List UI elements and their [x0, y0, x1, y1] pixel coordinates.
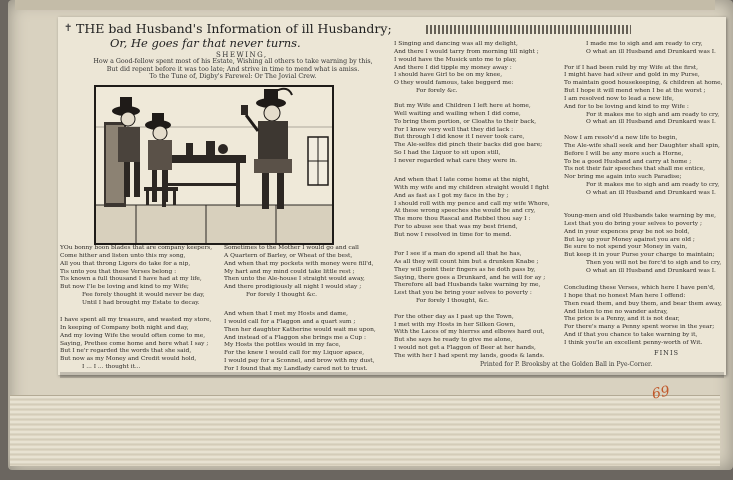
verse-line: A Quartern of Barley, or Wheat of the best,	[224, 252, 353, 259]
verse-line: The Ale-selfes did pinch their backs did goe bare;	[394, 142, 543, 149]
verse-line: With the Laces of my hierrss and elbows hard out,	[394, 329, 545, 336]
finis-mark: FINIS	[654, 349, 680, 357]
verse-line: I ... I ... thought it...	[82, 364, 141, 371]
verse-line: Then read them, and buy them, and bear them away,	[564, 300, 722, 307]
verse-line: But now I resolved in time for to mend.	[394, 231, 512, 238]
verse-line: But my Wife and Children I left here at home,	[394, 103, 531, 109]
verse-line: I would pay for a Sconnel, and brow with my dust,	[224, 358, 375, 365]
verse-line: Concluding these Verses, which here I have pen'd,	[564, 285, 715, 291]
verse-line: Saying, Prethee come home and here what I say ;	[60, 340, 209, 347]
verse-line: O they would famous, take beggerd me:	[394, 80, 514, 87]
verse-line: All you that throng Ligors do take for a nip,	[60, 260, 191, 267]
verse-column-3-lower	[394, 251, 545, 361]
verse-line: YOu bonny boon blades that are company keepers,	[60, 245, 213, 251]
verse-line: I met with my Hosts in her Silken Gown,	[394, 321, 516, 328]
verse-line: For I see if a man do spend all that he has,	[394, 251, 522, 257]
verse-line: Then her daughter Katherine would wait me upon,	[224, 326, 376, 333]
verse-line: And my loving Wife the would often come to me,	[60, 332, 206, 339]
verse-line: Come hither and listen unto this my song,	[60, 252, 186, 259]
verse-line: The with her I had spent my lands, goods & lands.	[394, 352, 545, 359]
verse-line: Saying, there goes a Drunkard, and he will for ay ;	[394, 274, 546, 281]
verse-line: The price is a Penny, and it is not dear,	[564, 316, 680, 323]
verse-column-1	[60, 245, 212, 308]
verse-line: I should have Girl to be on my knee,	[394, 72, 503, 79]
book-page-edges	[10, 395, 720, 466]
verse-line: As all they will count him but a drunken Knabe ;	[394, 258, 539, 265]
previous-page-strip	[15, 0, 715, 10]
verse-line: I am resolved now to lead a new life,	[564, 95, 674, 102]
verse-column-2-lower	[224, 311, 376, 374]
verse-line: For I knew very well that they did lack :	[394, 126, 514, 133]
verse-line: Nor bring me again into such Paradise;	[564, 174, 682, 181]
verse-line: I have spent all my treasure, and wasted my store,	[60, 317, 212, 323]
verse-line: I should roll with my pence and call my wife Whore,	[394, 200, 550, 207]
verse-column-4	[564, 41, 723, 127]
verse-column-4-stanza-2	[564, 135, 720, 198]
verse-line: To bring them portion, or Cloaths to their back,	[394, 118, 537, 125]
woodcut-drawing	[96, 87, 332, 243]
verse-line: So I had the Liquor to sit upon still,	[394, 150, 501, 157]
verse-line: I made me to sigh and am ready to cry,	[586, 41, 703, 47]
verse-line: The Ale-wife shall seek and her Daughter shall spin,	[564, 142, 720, 149]
verse-column-2	[224, 245, 374, 300]
ornamental-border	[426, 25, 631, 34]
verse-line: O what an ill Husband and Drunkard was I.	[586, 267, 716, 274]
verse-line: Lest that you do bring your selves to poverty ;	[564, 220, 702, 227]
verse-line: And if that you chance to take warning by it,	[564, 332, 698, 339]
verse-line: In keeping of Company both night and day,	[60, 324, 189, 331]
verse-line: O what an ill Husband and Drunkard was I.	[586, 119, 716, 126]
verse-line: To be a good Husband and carry at home ;	[564, 158, 692, 165]
verse-line: For forely &c.	[416, 88, 458, 95]
verse-line: And there prodigiously all night I would stay ;	[224, 284, 362, 291]
ballad-title: THE bad Husband's Information of ill Husbandry;	[76, 21, 392, 36]
pencil-page-number: 69	[650, 383, 672, 403]
verse-column-3	[394, 41, 539, 96]
verse-line: For forely I thought, &c.	[416, 298, 489, 305]
verse-column-3-stanza-2	[394, 103, 542, 166]
verse-line: For to abuse see that was my best friend,	[394, 224, 518, 231]
verse-line: At these wrong speeches she would be and cry,	[394, 208, 536, 215]
verse-line: Until I had brought my Estate to decay.	[82, 299, 200, 306]
verse-line: But through I did know it I never took care,	[394, 134, 525, 141]
verse-line: But now as my Money and Credit would hold,	[60, 356, 197, 363]
verse-line: Then unto the Ale-house I straight would away,	[224, 276, 365, 283]
verse-line: Sometimes to the Mother I would go and call	[224, 245, 359, 251]
verse-line: For I found that my Landlady cared not to trust.	[224, 365, 368, 372]
shewing-heading: SHEWING,	[216, 51, 268, 59]
verse-column-4-stanza-3	[564, 213, 721, 276]
verse-line: And when that I met my Hosts and dame,	[224, 311, 349, 317]
verse-line: But lay up your Money against you are old ;	[564, 236, 695, 243]
verse-line: And there I would tarry from morning till night ;	[394, 48, 539, 55]
verse-line: I would have the Musick unto me to play,	[394, 56, 517, 63]
description-line: But did repent before it was too late; And strive in time to mend what is amiss.	[106, 65, 360, 73]
verse-line: Before I will be any more such a Horne,	[564, 150, 684, 157]
verse-line: And for to be loving and kind to my Wife :	[564, 103, 689, 110]
description-line: How a Good-fellow spent most of his Estate, Wishing all others to take warning by this,	[93, 58, 373, 65]
verse-line: Now I am resolv'd a new life to begin,	[564, 135, 678, 141]
verse-line: For the knew I would call for my Liquor apace,	[224, 350, 365, 357]
ballad-description	[78, 58, 388, 81]
verse-line: But now I'le be loving and kind to my Wife;	[60, 284, 189, 291]
verse-line: To maintain good housekeeping, & children at home,	[564, 80, 723, 87]
verse-line	[564, 57, 723, 65]
verse-line: For it makes me to sigh and am ready to cry,	[586, 111, 720, 118]
verse-column-1-lower	[60, 317, 211, 372]
verse-line: I Singing and dancing was all my delight,	[394, 41, 518, 47]
verse-column-4-lower	[564, 285, 722, 348]
woodcut-illustration	[94, 85, 334, 245]
verse-line: The more thou Rascal and Rebbel thou say I :	[394, 216, 531, 223]
verse-line: They will point their fingers as he doth pass by,	[394, 266, 536, 273]
verse-line: Therefore all bad Husbands take warning by me,	[394, 282, 541, 289]
verse-line: And there I did tipple my money away :	[394, 64, 512, 71]
verse-line: And when that I late come home at the night,	[394, 177, 530, 183]
verse-line: With my wife and my children straight would I fight	[394, 184, 549, 191]
verse-line: But I hope it will mend when I be at the worst ;	[564, 88, 706, 95]
verse-line: My hart and my mind could take little rest ;	[224, 268, 355, 275]
verse-line: Well waiting and wailing when I did come,	[394, 110, 521, 117]
verse-line: And instead of a Flaggon she brings me a Cup :	[224, 334, 366, 341]
verse-line: But she says he ready to give me alone,	[394, 337, 513, 344]
verse-line: And when that my pockets with money were fill'd,	[224, 260, 374, 267]
verse-line: Tis not their fair speeches that shall me entice,	[564, 166, 706, 173]
verse-line: I think you'le an excellent penny-worth of Wit.	[564, 339, 703, 346]
verse-line: Be sure to not spend your Money in vain,	[564, 244, 688, 251]
imprint-line: Printed for P. Brooksby at the Golden Ball in Pye-Corner.	[480, 361, 653, 368]
verse-line: I never regarded what care they were in.	[394, 157, 517, 164]
verse-line: For it makes me to sigh and am ready to cry,	[586, 182, 720, 189]
verse-line: I hope that no honest Man here I offend:	[564, 292, 686, 299]
verse-line: I would call for a Flaggon and a quart sum ;	[224, 318, 356, 325]
verse-line: For if I had been ruld by my Wife at the first,	[564, 64, 699, 71]
verse-line: My Hosts the pottles would in my face,	[224, 342, 341, 349]
verse-line	[394, 306, 545, 314]
verse-line: Tis known a full thousand I have had at my life,	[60, 276, 202, 283]
verse-line: I might have had silver and gold in my Purse,	[564, 72, 700, 79]
verse-line: Then you will not be forc'd to sigh and to cry,	[586, 260, 722, 267]
verse-line: Lest that you be bring your selves to poverty :	[394, 290, 532, 297]
tune-line: To the Tune of, Digby's Farewel: Or The Jovial Crew.	[149, 73, 317, 81]
broadside-sheet	[58, 17, 726, 375]
verse-line: And listen to me no wander astray,	[564, 308, 668, 315]
cross-mark-icon: ✝	[64, 23, 73, 34]
verse-line: But keep it in your Purse your charge to maintain;	[564, 252, 715, 259]
verse-line: Fee forely thought it would never be day,	[82, 292, 205, 299]
verse-line: O what an ill Husband and Drunkard was I.	[586, 48, 716, 55]
verse-line: For the other day as I past up the Town,	[394, 313, 514, 320]
verse-line: But I ne'r regarded the words that she said,	[60, 348, 192, 355]
verse-line: For there's many a Penny spent worse in the year;	[564, 324, 715, 331]
verse-line: I would not get a Flaggon of Beer at her hands,	[394, 345, 536, 352]
sheet-shadow	[60, 372, 724, 378]
ballad-subtitle: Or, He goes far that never turns.	[110, 36, 301, 50]
verse-line: And as fast as I got my face in the by ;	[394, 192, 509, 199]
verse-line: For forely I thought &c.	[246, 292, 318, 299]
verse-column-3-stanza-3	[394, 177, 550, 240]
verse-line: Tis unto you that these Verses belong :	[60, 268, 177, 275]
verse-line: O what an ill Husband and Drunkard was I.	[586, 189, 716, 196]
verse-line: Young-men and old Husbands take warning by me,	[564, 213, 716, 219]
verse-line: And in your expences pray be not so bold,	[564, 228, 690, 235]
